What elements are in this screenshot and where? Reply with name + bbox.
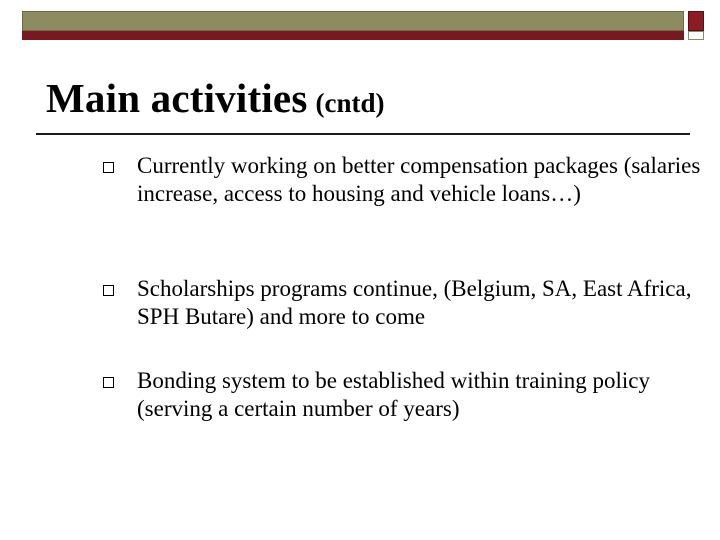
hollow-square-bullet-icon [103,162,114,173]
title-sub: (cntd) [315,88,385,118]
title-main: Main activities [46,75,308,121]
hollow-square-bullet-icon [103,285,114,296]
hollow-square-bullet-icon [103,377,114,388]
bullet-text: Currently working on better compensation packages (salaries increase, access to housing and vehicle loans…) [137,153,701,206]
bullet-text: Scholarships programs continue, (Belgium, SA, East Africa, SPH Butare) and more to come [137,276,692,329]
bullet-text: Bonding system to be established within training policy (serving a certain number of years) [137,368,650,421]
